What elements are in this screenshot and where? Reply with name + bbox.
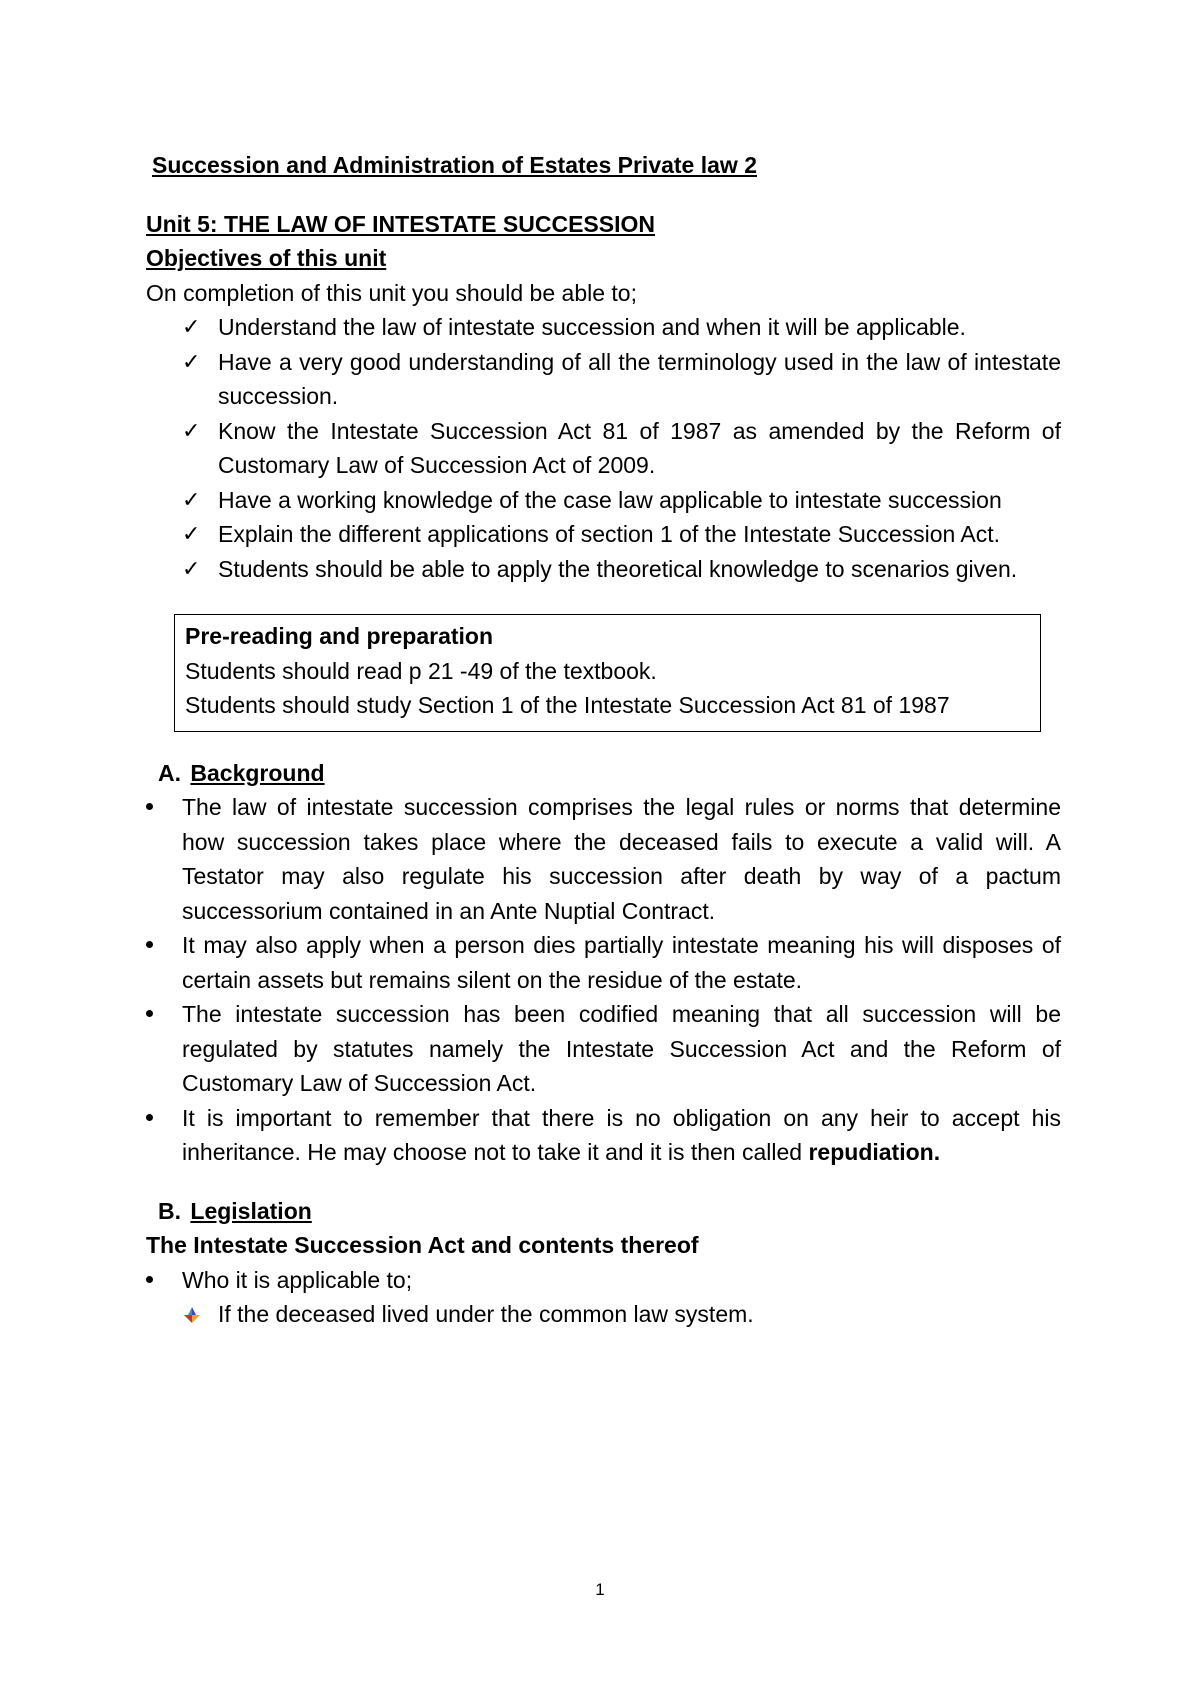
unit-title: Unit 5: THE LAW OF INTESTATE SUCCESSION bbox=[146, 210, 655, 237]
check-icon: ✓ bbox=[182, 521, 201, 546]
bullet-dot-icon bbox=[146, 1114, 153, 1121]
objective-text: Understand the law of intestate succession and when it will be applicable. bbox=[218, 314, 966, 340]
bullet-dot-icon bbox=[146, 1276, 153, 1283]
bullet-dot-icon bbox=[146, 803, 153, 810]
objective-item bbox=[146, 552, 1061, 587]
prereading-line: Students should study Section 1 of the Intestate Succession Act 81 of 1987 bbox=[185, 692, 950, 718]
legislation-text: Who it is applicable to; bbox=[182, 1266, 413, 1293]
check-icon: ✓ bbox=[182, 314, 201, 339]
objective-item bbox=[146, 310, 1061, 345]
objective-text: Explain the different applications of section 1 of the Intestate Succession Act. bbox=[218, 521, 1001, 547]
applicability-list bbox=[146, 1297, 1061, 1332]
check-icon: ✓ bbox=[182, 486, 201, 512]
document-content bbox=[146, 148, 1061, 1332]
diamond-arrow-icon bbox=[182, 1307, 202, 1323]
section-b-label: Legislation bbox=[190, 1197, 312, 1224]
bullet-dot-icon bbox=[146, 1010, 153, 1017]
legislation-item bbox=[146, 1263, 1061, 1298]
section-b-letter: B. bbox=[158, 1197, 181, 1224]
section-a-heading bbox=[146, 756, 1061, 791]
objective-item bbox=[146, 414, 1061, 483]
objective-text: Have a working knowledge of the case law applicable to intestate succession bbox=[218, 486, 1002, 513]
act-title: The Intestate Succession Act and contents thereof bbox=[146, 1232, 699, 1258]
background-item bbox=[146, 1101, 1061, 1170]
objective-text: Know the Intestate Succession Act 81 of 1987 as amended by the Reform of Customary Law of Succession Act of 2009. bbox=[218, 417, 1061, 478]
applicability-item bbox=[182, 1297, 1061, 1332]
objective-item bbox=[146, 517, 1061, 552]
legislation-list bbox=[146, 1263, 1061, 1298]
prereading-box bbox=[174, 614, 1041, 732]
objective-item bbox=[146, 483, 1061, 518]
applicability-text: If the deceased lived under the common law system. bbox=[218, 1301, 754, 1327]
objective-text: Students should be able to apply the theoretical knowledge to scenarios given. bbox=[218, 555, 1018, 582]
background-item bbox=[146, 928, 1061, 997]
objective-text: Have a very good understanding of all the terminology used in the law of intestate succession. bbox=[218, 348, 1061, 409]
background-text: The law of intestate succession comprises the legal rules or norms that determine how succession takes place where the deceased fails to execute a valid will. A Testator may also regulate his succession after death by way of a pactum successorium contained in an Ante Nuptial Contract. bbox=[182, 794, 1061, 924]
check-icon: ✓ bbox=[182, 555, 201, 581]
objectives-heading: Objectives of this unit bbox=[146, 245, 387, 271]
check-icon: ✓ bbox=[182, 417, 201, 443]
background-item bbox=[146, 997, 1061, 1101]
background-list bbox=[146, 790, 1061, 1170]
section-a-label: Background bbox=[190, 759, 325, 786]
repudiation-term: repudiation. bbox=[808, 1139, 941, 1165]
section-b-heading bbox=[146, 1194, 1061, 1229]
bullet-dot-icon bbox=[146, 941, 153, 948]
background-item bbox=[146, 790, 1061, 928]
page-number: 1 bbox=[595, 1580, 605, 1599]
background-text: The intestate succession has been codified meaning that all succession will be regulated by statutes namely the Intestate Succession Act and the Reform of Customary Law of Succession Act. bbox=[182, 1001, 1061, 1096]
check-icon: ✓ bbox=[182, 348, 201, 374]
section-a-letter: A. bbox=[158, 759, 181, 786]
objectives-intro: On completion of this unit you should be able to; bbox=[146, 279, 637, 306]
document-title: Succession and Administration of Estates Private law 2 bbox=[152, 152, 757, 178]
background-text: It may also apply when a person dies partially intestate meaning his will disposes of certain assets but remains silent on the residue of the estate. bbox=[182, 932, 1061, 993]
prereading-line: Students should read p 21 -49 of the textbook. bbox=[185, 657, 657, 684]
objective-item bbox=[146, 345, 1061, 414]
background-text: It is important to remember that there is no obligation on any heir to accept his inheritance. He may choose not to take it and it is then called bbox=[182, 1104, 1061, 1165]
prereading-title: Pre-reading and preparation bbox=[185, 623, 494, 649]
objectives-list bbox=[146, 310, 1061, 586]
